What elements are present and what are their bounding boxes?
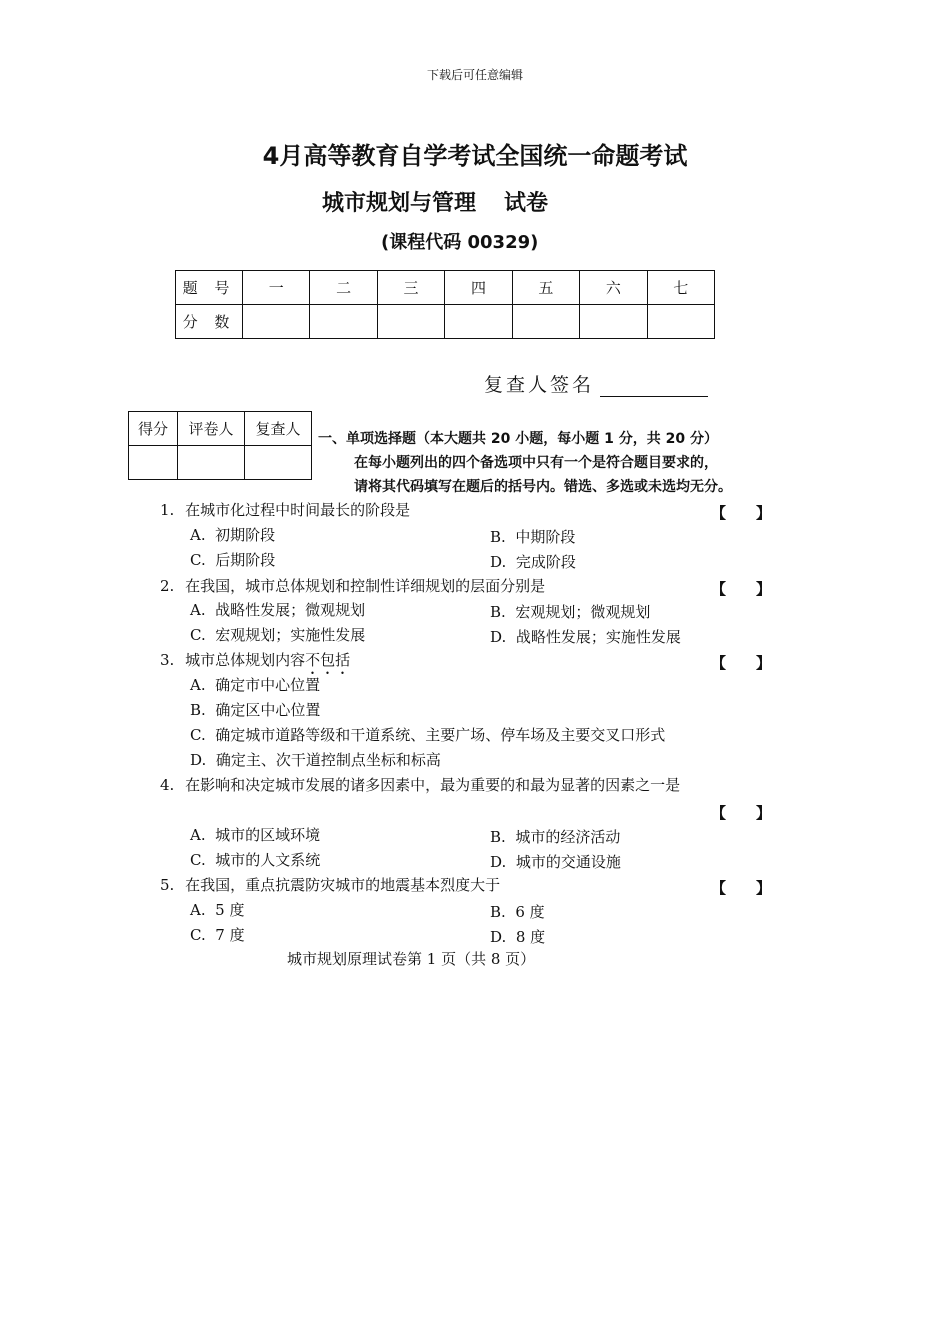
- question-text: 在城市化过程中时间最长的阶段是: [185, 501, 411, 519]
- reviewer-signature-line: [600, 396, 708, 397]
- option-d: D. 确定主、次干道控制点坐标和标高: [190, 751, 441, 769]
- option-a: A. 战略性发展；微观规划: [190, 601, 366, 619]
- section-title: 一、单项选择题（本大题共 20 小题，每小题 1 分，共 20 分）: [318, 431, 718, 447]
- option-c: C. 城市的人文系统: [190, 851, 321, 869]
- option-a: A. 城市的区域环境: [190, 826, 321, 844]
- option-a: A. 初期阶段: [190, 526, 276, 544]
- score-cell-4: [445, 305, 512, 339]
- score-cell-6: [580, 305, 647, 339]
- question-2: [160, 575, 545, 596]
- section-instruction-2: 请将其代码填写在题后的括号内。错选、多选或未选均无分。: [354, 479, 732, 495]
- option-c: C. 确定城市道路等级和干道系统、主要广场、停车场及主要交叉口形式: [190, 726, 666, 744]
- score-table-col-7: 七: [647, 271, 714, 305]
- option-d: D. 8 度: [490, 928, 546, 946]
- grader-table: [128, 411, 312, 480]
- question-number: 4.: [160, 776, 175, 794]
- question-text-emphasis: 不包括: [305, 651, 351, 669]
- subtitle-paper: 试卷: [504, 191, 549, 216]
- answer-bracket: 【 】: [711, 804, 772, 822]
- option-d: D. 城市的交通设施: [490, 853, 621, 871]
- section-instruction-1: 在每小题列出的四个备选项中只有一个是符合题目要求的，: [354, 455, 718, 471]
- option-d: D. 战略性发展；实施性发展: [490, 628, 681, 646]
- reviewer-signature-label: 复查人签名: [484, 374, 595, 396]
- course-code: (课程代码 00329): [381, 232, 539, 253]
- top-note: 下载后可任意编辑: [426, 68, 523, 82]
- answer-bracket: 【 】: [711, 879, 772, 897]
- question-5: [160, 874, 500, 895]
- question-number: 5.: [160, 876, 175, 894]
- question-text: 在影响和决定城市发展的诸多因素中，最为重要的和最为显著的因素之一是: [185, 776, 681, 794]
- score-table-label-score: 分 数: [176, 305, 243, 339]
- grader-cell-grader: [178, 446, 245, 480]
- question-text: 在我国，重点抗震防灾城市的地震基本烈度大于: [185, 876, 501, 894]
- grader-col-reviewer: 复查人: [245, 412, 312, 446]
- answer-bracket: 【 】: [711, 504, 772, 522]
- question-1: [160, 499, 410, 520]
- grader-cell-reviewer: [245, 446, 312, 480]
- answer-bracket: 【 】: [711, 654, 772, 672]
- score-cell-2: [310, 305, 377, 339]
- option-b: B. 6 度: [490, 903, 545, 921]
- option-a: A. 5 度: [190, 901, 245, 919]
- grader-cell-score: [129, 446, 178, 480]
- option-a: A. 确定市中心位置: [190, 676, 321, 694]
- score-table-col-1: 一: [243, 271, 310, 305]
- score-cell-7: [647, 305, 714, 339]
- question-text: 在我国，城市总体规划和控制性详细规划的层面分别是: [185, 577, 546, 595]
- score-table-score-row: [176, 305, 715, 339]
- option-c: C. 宏观规划；实施性发展: [190, 626, 366, 644]
- question-number: 2.: [160, 577, 175, 595]
- exam-title: 4月高等教育自学考试全国统一命题考试: [262, 142, 688, 170]
- option-b: B. 中期阶段: [490, 528, 576, 546]
- score-cell-3: [377, 305, 444, 339]
- option-b: B. 确定区中心位置: [190, 701, 321, 719]
- option-c: C. 后期阶段: [190, 551, 276, 569]
- subtitle-course: 城市规划与管理: [322, 191, 477, 216]
- score-cell-5: [512, 305, 579, 339]
- grader-col-score: 得分: [129, 412, 178, 446]
- grader-box: [137, 411, 312, 479]
- option-b: B. 宏观规划；微观规划: [490, 603, 651, 621]
- answer-bracket: 【 】: [711, 580, 772, 598]
- option-c: C. 7 度: [190, 926, 245, 944]
- question-number: 3.: [160, 651, 175, 669]
- page-footer: 城市规划原理试卷第 1 页（共 8 页）: [287, 950, 536, 968]
- score-table: [175, 270, 715, 339]
- grader-col-grader: 评卷人: [178, 412, 245, 446]
- option-d: D. 完成阶段: [490, 553, 576, 571]
- score-table-col-5: 五: [512, 271, 579, 305]
- score-table-col-2: 二: [310, 271, 377, 305]
- question-4: [160, 774, 680, 795]
- option-b: B. 城市的经济活动: [490, 828, 621, 846]
- question-text: 城市总体规划内容: [185, 651, 306, 669]
- question-number: 1.: [160, 501, 175, 519]
- score-table-header-row: [176, 271, 715, 305]
- score-cell-1: [243, 305, 310, 339]
- score-table-col-6: 六: [580, 271, 647, 305]
- score-table-col-4: 四: [445, 271, 512, 305]
- score-table-label-question-number: 题 号: [176, 271, 243, 305]
- score-table-col-3: 三: [377, 271, 444, 305]
- exam-subtitle: [322, 186, 548, 217]
